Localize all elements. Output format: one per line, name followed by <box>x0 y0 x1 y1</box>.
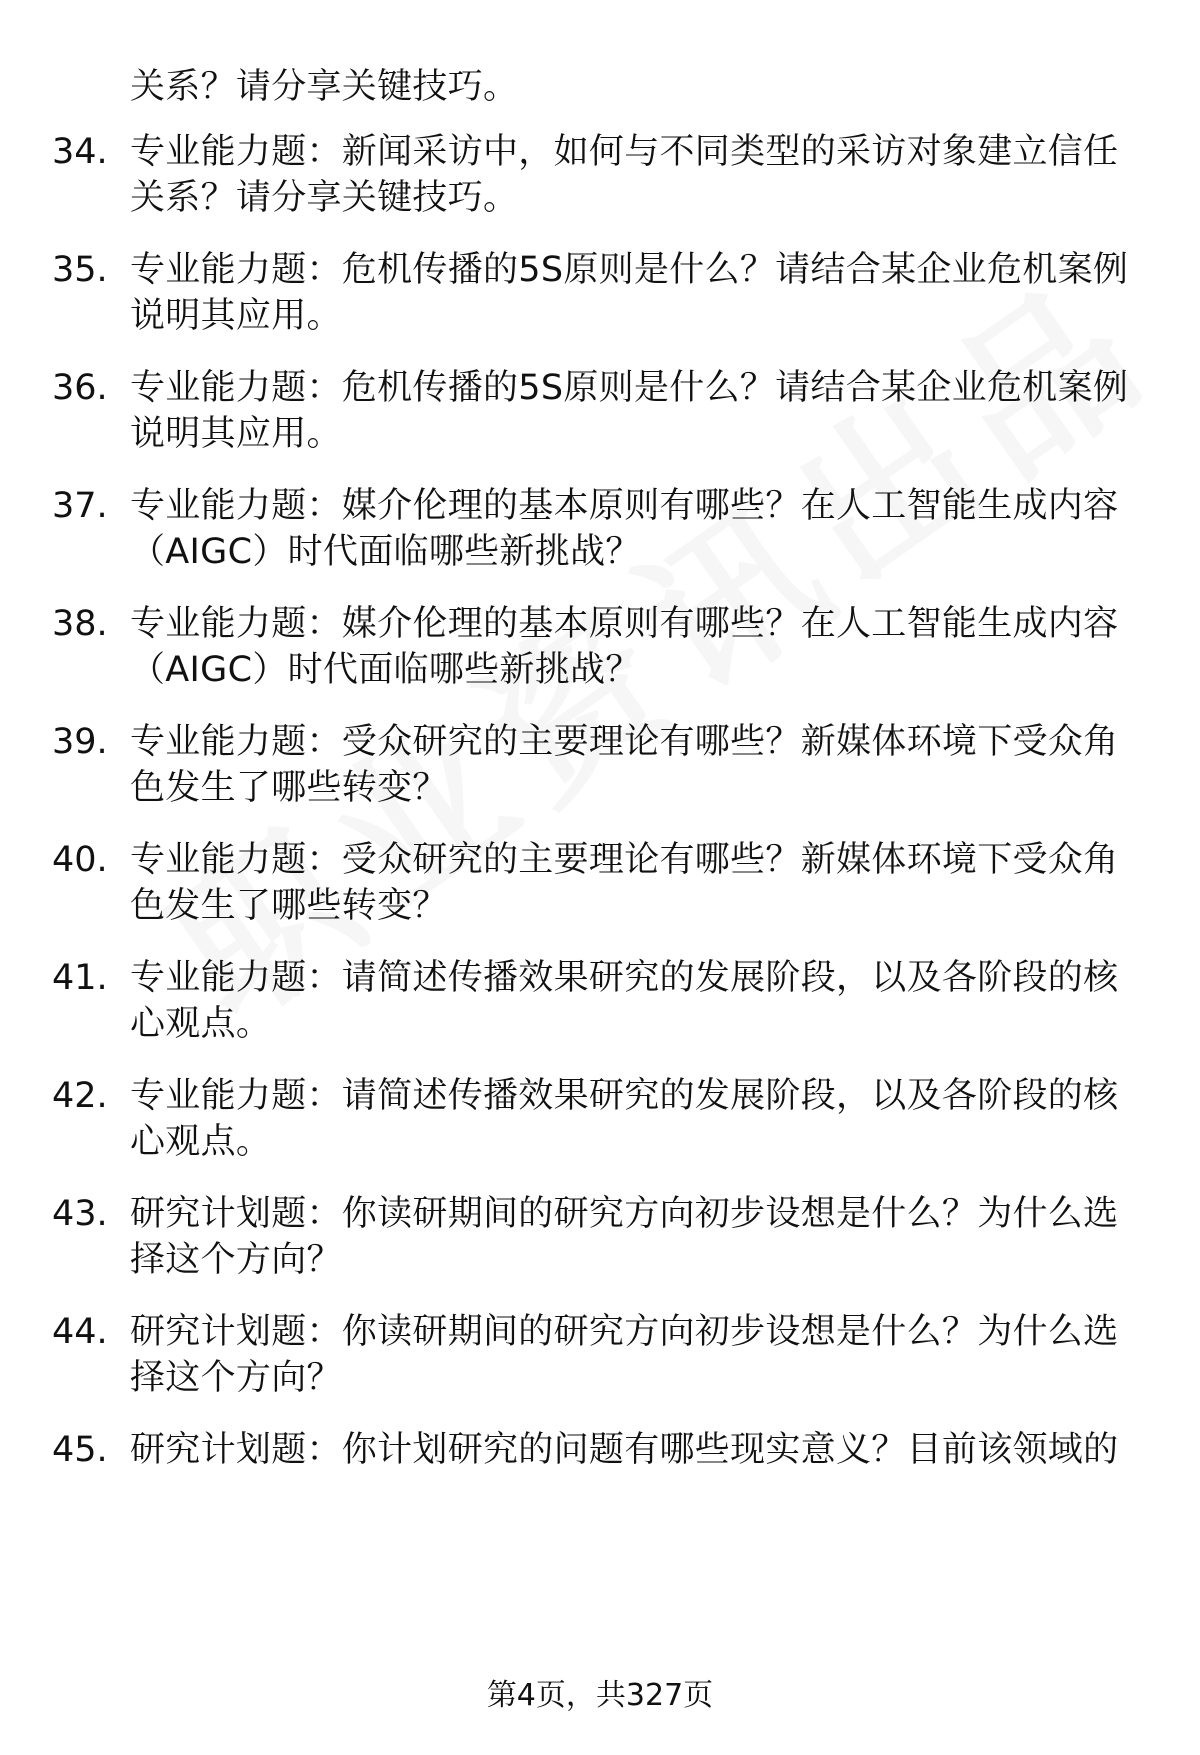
question-text: 专业能力题：媒介伦理的基本原则有哪些？在人工智能生成内容（AIGC）时代面临哪些新挑战？ <box>130 486 1119 572</box>
question-number: 35. <box>52 250 108 290</box>
question-number: 38. <box>52 604 108 644</box>
continuation-text: 关系？请分享关键技巧。 <box>130 67 519 107</box>
question-text: 专业能力题：新闻采访中，如何与不同类型的采访对象建立信任关系？请分享关键技巧。 <box>130 132 1119 218</box>
question-number: 42. <box>52 1076 108 1116</box>
question-number: 45. <box>52 1430 108 1470</box>
question-number: 37. <box>52 486 108 526</box>
question-text: 专业能力题：请简述传播效果研究的发展阶段，以及各阶段的核心观点。 <box>130 958 1119 1044</box>
question-text: 研究计划题：你读研期间的研究方向初步设想是什么？为什么选择这个方向？ <box>130 1194 1119 1280</box>
question-number: 36. <box>52 368 108 408</box>
question-number: 34. <box>52 132 108 172</box>
question-number: 41. <box>52 958 108 998</box>
question-text: 专业能力题：请简述传播效果研究的发展阶段，以及各阶段的核心观点。 <box>130 1076 1119 1162</box>
question-text: 研究计划题：你读研期间的研究方向初步设想是什么？为什么选择这个方向？ <box>130 1312 1119 1398</box>
question-number: 43. <box>52 1194 108 1234</box>
page-footer: 第4页，共327页 <box>486 1678 714 1713</box>
question-number: 40. <box>52 840 108 880</box>
question-text: 专业能力题：危机传播的5S原则是什么？请结合某企业危机案例说明其应用。 <box>130 368 1129 454</box>
question-text: 专业能力题：受众研究的主要理论有哪些？新媒体环境下受众角色发生了哪些转变？ <box>130 722 1119 808</box>
question-text: 专业能力题：危机传播的5S原则是什么？请结合某企业危机案例说明其应用。 <box>130 250 1129 336</box>
question-text: 研究计划题：你计划研究的问题有哪些现实意义？目前该领域的 <box>130 1430 1119 1470</box>
question-number: 39. <box>52 722 108 762</box>
question-text: 专业能力题：媒介伦理的基本原则有哪些？在人工智能生成内容（AIGC）时代面临哪些新挑战？ <box>130 604 1119 690</box>
question-number: 44. <box>52 1312 108 1352</box>
question-text: 专业能力题：受众研究的主要理论有哪些？新媒体环境下受众角色发生了哪些转变？ <box>130 840 1119 926</box>
